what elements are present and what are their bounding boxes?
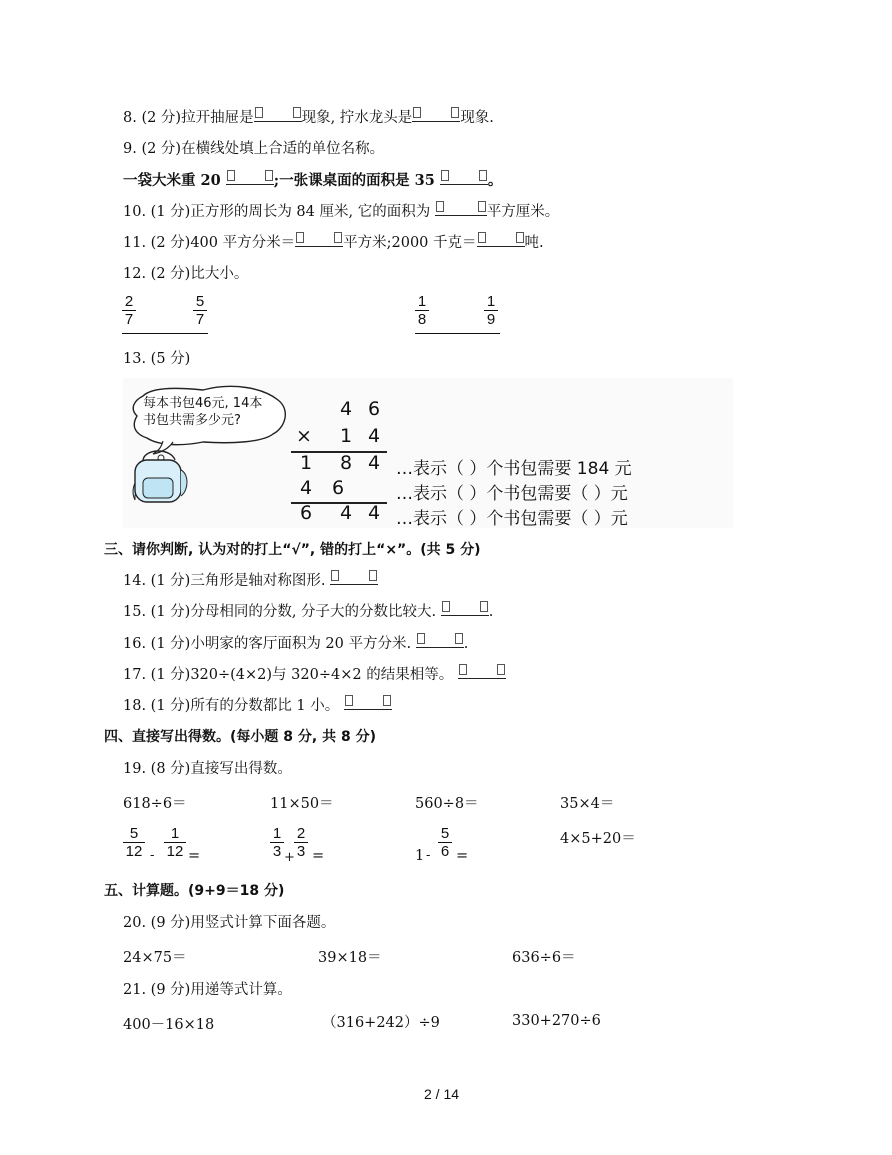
digit: 4 xyxy=(367,452,381,474)
digit: 4 xyxy=(367,425,381,447)
question-20: 20. (9 分)用竖式计算下面各题。 xyxy=(123,915,336,931)
judge-blank[interactable] xyxy=(330,569,378,585)
fraction: $\frac{1}{8}$ xyxy=(415,293,429,328)
digit: 8 xyxy=(339,452,353,474)
question-9-answer-line: 一袋大米重 20 ;一张课桌面的面积是 35 。 xyxy=(123,169,502,190)
fraction: $\frac{2}{3}$ xyxy=(294,825,308,860)
explanation-line[interactable]: …表示（ ）个书包需要（ ）元 xyxy=(396,484,628,504)
times-sign: × xyxy=(296,425,312,447)
page-number: 2 / 14 xyxy=(424,1086,460,1102)
judge-blank[interactable] xyxy=(458,663,506,679)
fraction: $\frac{5}{6}$ xyxy=(438,825,452,860)
question-9: 9. (2 分)在横线处填上合适的单位名称。 xyxy=(123,141,385,157)
section-4-heading: 四、直接写出得数。(每小题 8 分, 共 8 分) xyxy=(104,729,376,745)
calc-item: 400－16×18 xyxy=(123,1017,215,1033)
calc-item: 35×4＝ xyxy=(560,796,615,812)
fraction: $\frac{2}{7}$ xyxy=(122,293,136,328)
answer-blank[interactable] xyxy=(440,169,488,185)
question-18: 18. (1 分)所有的分数都比 1 小。 xyxy=(123,694,392,715)
calc-item: 618÷6＝ xyxy=(123,796,187,812)
digit: 4 xyxy=(339,398,353,420)
fraction: $\frac{5}{7}$ xyxy=(193,293,207,328)
judge-blank[interactable] xyxy=(441,600,489,616)
section-3-heading: 三、请你判断, 认为对的打上“√”, 错的打上“×”。(共 5 分) xyxy=(104,542,481,558)
calc-item: （316+242）÷9 xyxy=(322,1015,440,1031)
fraction: $\frac{1}{3}$ xyxy=(270,825,284,860)
calc-item: 24×75＝ xyxy=(123,950,187,966)
explanation-line[interactable]: …表示（ ）个书包需要（ ）元 xyxy=(396,509,628,529)
digit: 4 xyxy=(367,502,381,524)
backpack-multiplication-illustration xyxy=(123,378,733,528)
question-21: 21. (9 分)用递等式计算。 xyxy=(123,982,292,998)
judge-blank[interactable] xyxy=(344,694,392,710)
calc-item: 636÷6＝ xyxy=(512,950,576,966)
calc-item: 330+270÷6 xyxy=(512,1013,601,1029)
question-12: 12. (2 分)比大小。 xyxy=(123,266,249,282)
question-10: 10. (1 分)正方形的周长为 84 厘米, 它的面积为 平方厘米。 xyxy=(123,200,559,221)
question-19: 19. (8 分)直接写出得数。 xyxy=(123,761,292,777)
question-16: 16. (1 分)小明家的客厅面积为 20 平方分米. . xyxy=(123,632,468,653)
question-13: 13. (5 分) xyxy=(123,351,191,367)
question-17: 17. (1 分)320÷(4×2)与 320÷4×2 的结果相等。 xyxy=(123,663,506,684)
digit: 6 xyxy=(331,477,345,499)
fraction: $\frac{1}{12}$ xyxy=(164,825,186,860)
question-14: 14. (1 分)三角形是轴对称图形. xyxy=(123,569,378,590)
answer-blank[interactable] xyxy=(412,106,460,122)
digit: 4 xyxy=(299,477,313,499)
digit: 1 xyxy=(299,452,313,474)
answer-blank[interactable] xyxy=(254,106,302,122)
compare-answer-line[interactable] xyxy=(415,333,500,334)
answer-blank[interactable] xyxy=(295,231,343,247)
section-5-heading: 五、计算题。(9+9＝18 分) xyxy=(104,883,285,899)
calc-item: 39×18＝ xyxy=(318,950,382,966)
speech-bubble-text: 每本书包46元, 14本 书包共需多少元? xyxy=(143,396,263,428)
digit: 1 xyxy=(339,425,353,447)
explanation-line[interactable]: …表示（ ）个书包需要 184 元 xyxy=(396,459,632,479)
fraction: $\frac{1}{9}$ xyxy=(484,293,498,328)
calc-item: 4×5+20＝ xyxy=(560,831,636,847)
answer-blank[interactable] xyxy=(477,231,525,247)
answer-blank[interactable] xyxy=(226,169,274,185)
digit: 6 xyxy=(367,398,381,420)
calc-item: 11×50＝ xyxy=(270,796,334,812)
digit: 4 xyxy=(339,502,353,524)
digit: 6 xyxy=(299,502,313,524)
calc-item: 560÷8＝ xyxy=(415,796,479,812)
fraction: $\frac{5}{12}$ xyxy=(123,825,145,860)
question-8: 8. (2 分)拉开抽屉是 现象, 拧水龙头是 现象. xyxy=(123,106,494,127)
compare-answer-line[interactable] xyxy=(122,333,208,334)
judge-blank[interactable] xyxy=(416,632,464,648)
question-15: 15. (1 分)分母相同的分数, 分子大的分数比较大. . xyxy=(123,600,493,621)
answer-blank[interactable] xyxy=(435,200,487,216)
question-11: 11. (2 分)400 平方分米＝ 平方米;2000 千克＝ 吨. xyxy=(123,231,544,252)
